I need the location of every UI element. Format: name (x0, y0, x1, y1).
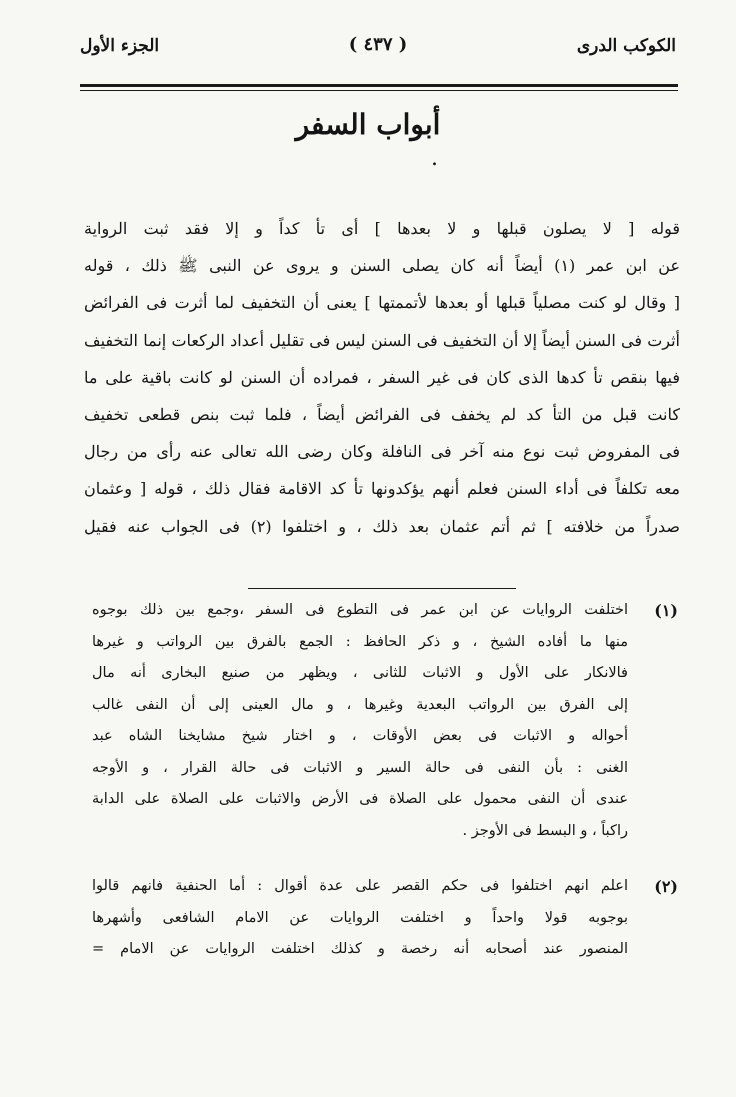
main-text-line: [ وقال لو كنت مصلياً قبلها أو بعدها لأتممتها ] يعنى أن التخفيف لما أثرت فى الفرائض (84, 293, 680, 313)
running-title: الكوكب الدرى (576, 36, 676, 56)
footnote-line: إلى الفرق بين الرواتب البعدية وغيرها ، و مال العينى إلى أن النفى غالب (92, 696, 628, 713)
footnote-body (92, 871, 628, 966)
footnote-line: أحواله و الاثبات فى بعض الأوقات ، و اختار شيخ مشايخنا الشاه عبد (92, 728, 628, 744)
footnote-1 (92, 595, 678, 847)
main-text-line: قوله [ لا يصلون قبلها و لا بعدها ] أى تأ كداً و إلا فقد ثبت الرواية (84, 219, 680, 238)
footnote-line: اعلم انهم اختلفوا فى حكم القصر على عدة أقوال : أما الحنفية فانهم قالوا (92, 878, 628, 894)
part-label: الجزء الأول (80, 36, 160, 56)
footnote-line: فالانكار على الأول و الاثبات للثانى ، ويظهر من صنيع البخارى أنه مال (92, 665, 628, 681)
footnote-line: اختلفت الروايات عن ابن عمر فى التطوع فى السفر ،وجمع بين ذلك بوجوه (92, 602, 628, 618)
main-text-line: معه تكلفاً فى أداء السنن فعلم أنهم يؤكدونها تأ كد الاقامة فقال ذلك ، قوله [ وعثمان (84, 479, 680, 499)
footnote-line: عندى أن النفى محمول على الصلاة فى الأرض والاثبات على الصلاة على الدابة (92, 791, 628, 807)
footnote-body (92, 595, 628, 847)
footnote-line: منها ما أفاده الشيخ ، و ذكر الحافظ : الجمع بالفرق بين الرواتب و غيرها (92, 633, 628, 650)
footnote-marker: (٢) (654, 877, 678, 896)
footnote-line: المنصور عند أصحابه أنه رخصة و كذلك اختلفت الروايات عن الامام = (92, 941, 628, 957)
footnotes (92, 595, 678, 966)
main-text-line: صدراً من خلافته ] ثم أتم عثمان بعد ذلك ، و اختلفوا (٢) فى الجواب عنه فقيل (84, 516, 680, 536)
footnote-line: راكباً ، و البسط فى الأوجز . (462, 822, 628, 839)
page-header (80, 30, 676, 72)
footnote-2 (92, 871, 678, 966)
main-text-line: فى المفروض ثبت نوع منه آخر فى النافلة وكان رضى الله تعالى عنه رأى من رجال (84, 442, 680, 462)
header-rule-thick (80, 84, 678, 87)
chapter-ornament-dot: . (431, 146, 438, 171)
main-text-line: فيها بنقص تأ كدها الذى كان فى غير السفر ، فمراده أن السنن لو كانت باقية على ما (84, 367, 680, 387)
header-rule-thin (80, 90, 678, 91)
chapter-title: أبواب السفر (295, 108, 441, 141)
page-number: ( ٤٣٧ ) (348, 34, 408, 55)
footnote-divider (248, 588, 516, 589)
main-text (84, 210, 680, 545)
main-text-line: عن ابن عمر (١) أيضاً أنه كان يصلى السنن و يروى عن النبى ﷺ ذلك ، قوله (84, 256, 680, 276)
footnote-line: بوجوبه قولا واحداً و اختلفت الروايات عن الامام الشافعى وأشهرها (92, 909, 628, 926)
footnote-marker: (١) (654, 601, 678, 620)
main-text-line: كانت قبل من التأ كد لم يخفف فى الفرائض أيضاً ، فلما ثبت بنص قطعى تخفيف (84, 404, 680, 424)
main-text-line: أثرت فى السنن أيضاً إلا أن التخفيف فى السنن ليس فى تقليل أعداد الركعات إنما التخفيف (84, 330, 680, 350)
footnote-line: الغنى : بأن النفى فى حالة السير و الاثبات فى حالة القرار ، و الأوجه (92, 759, 628, 776)
